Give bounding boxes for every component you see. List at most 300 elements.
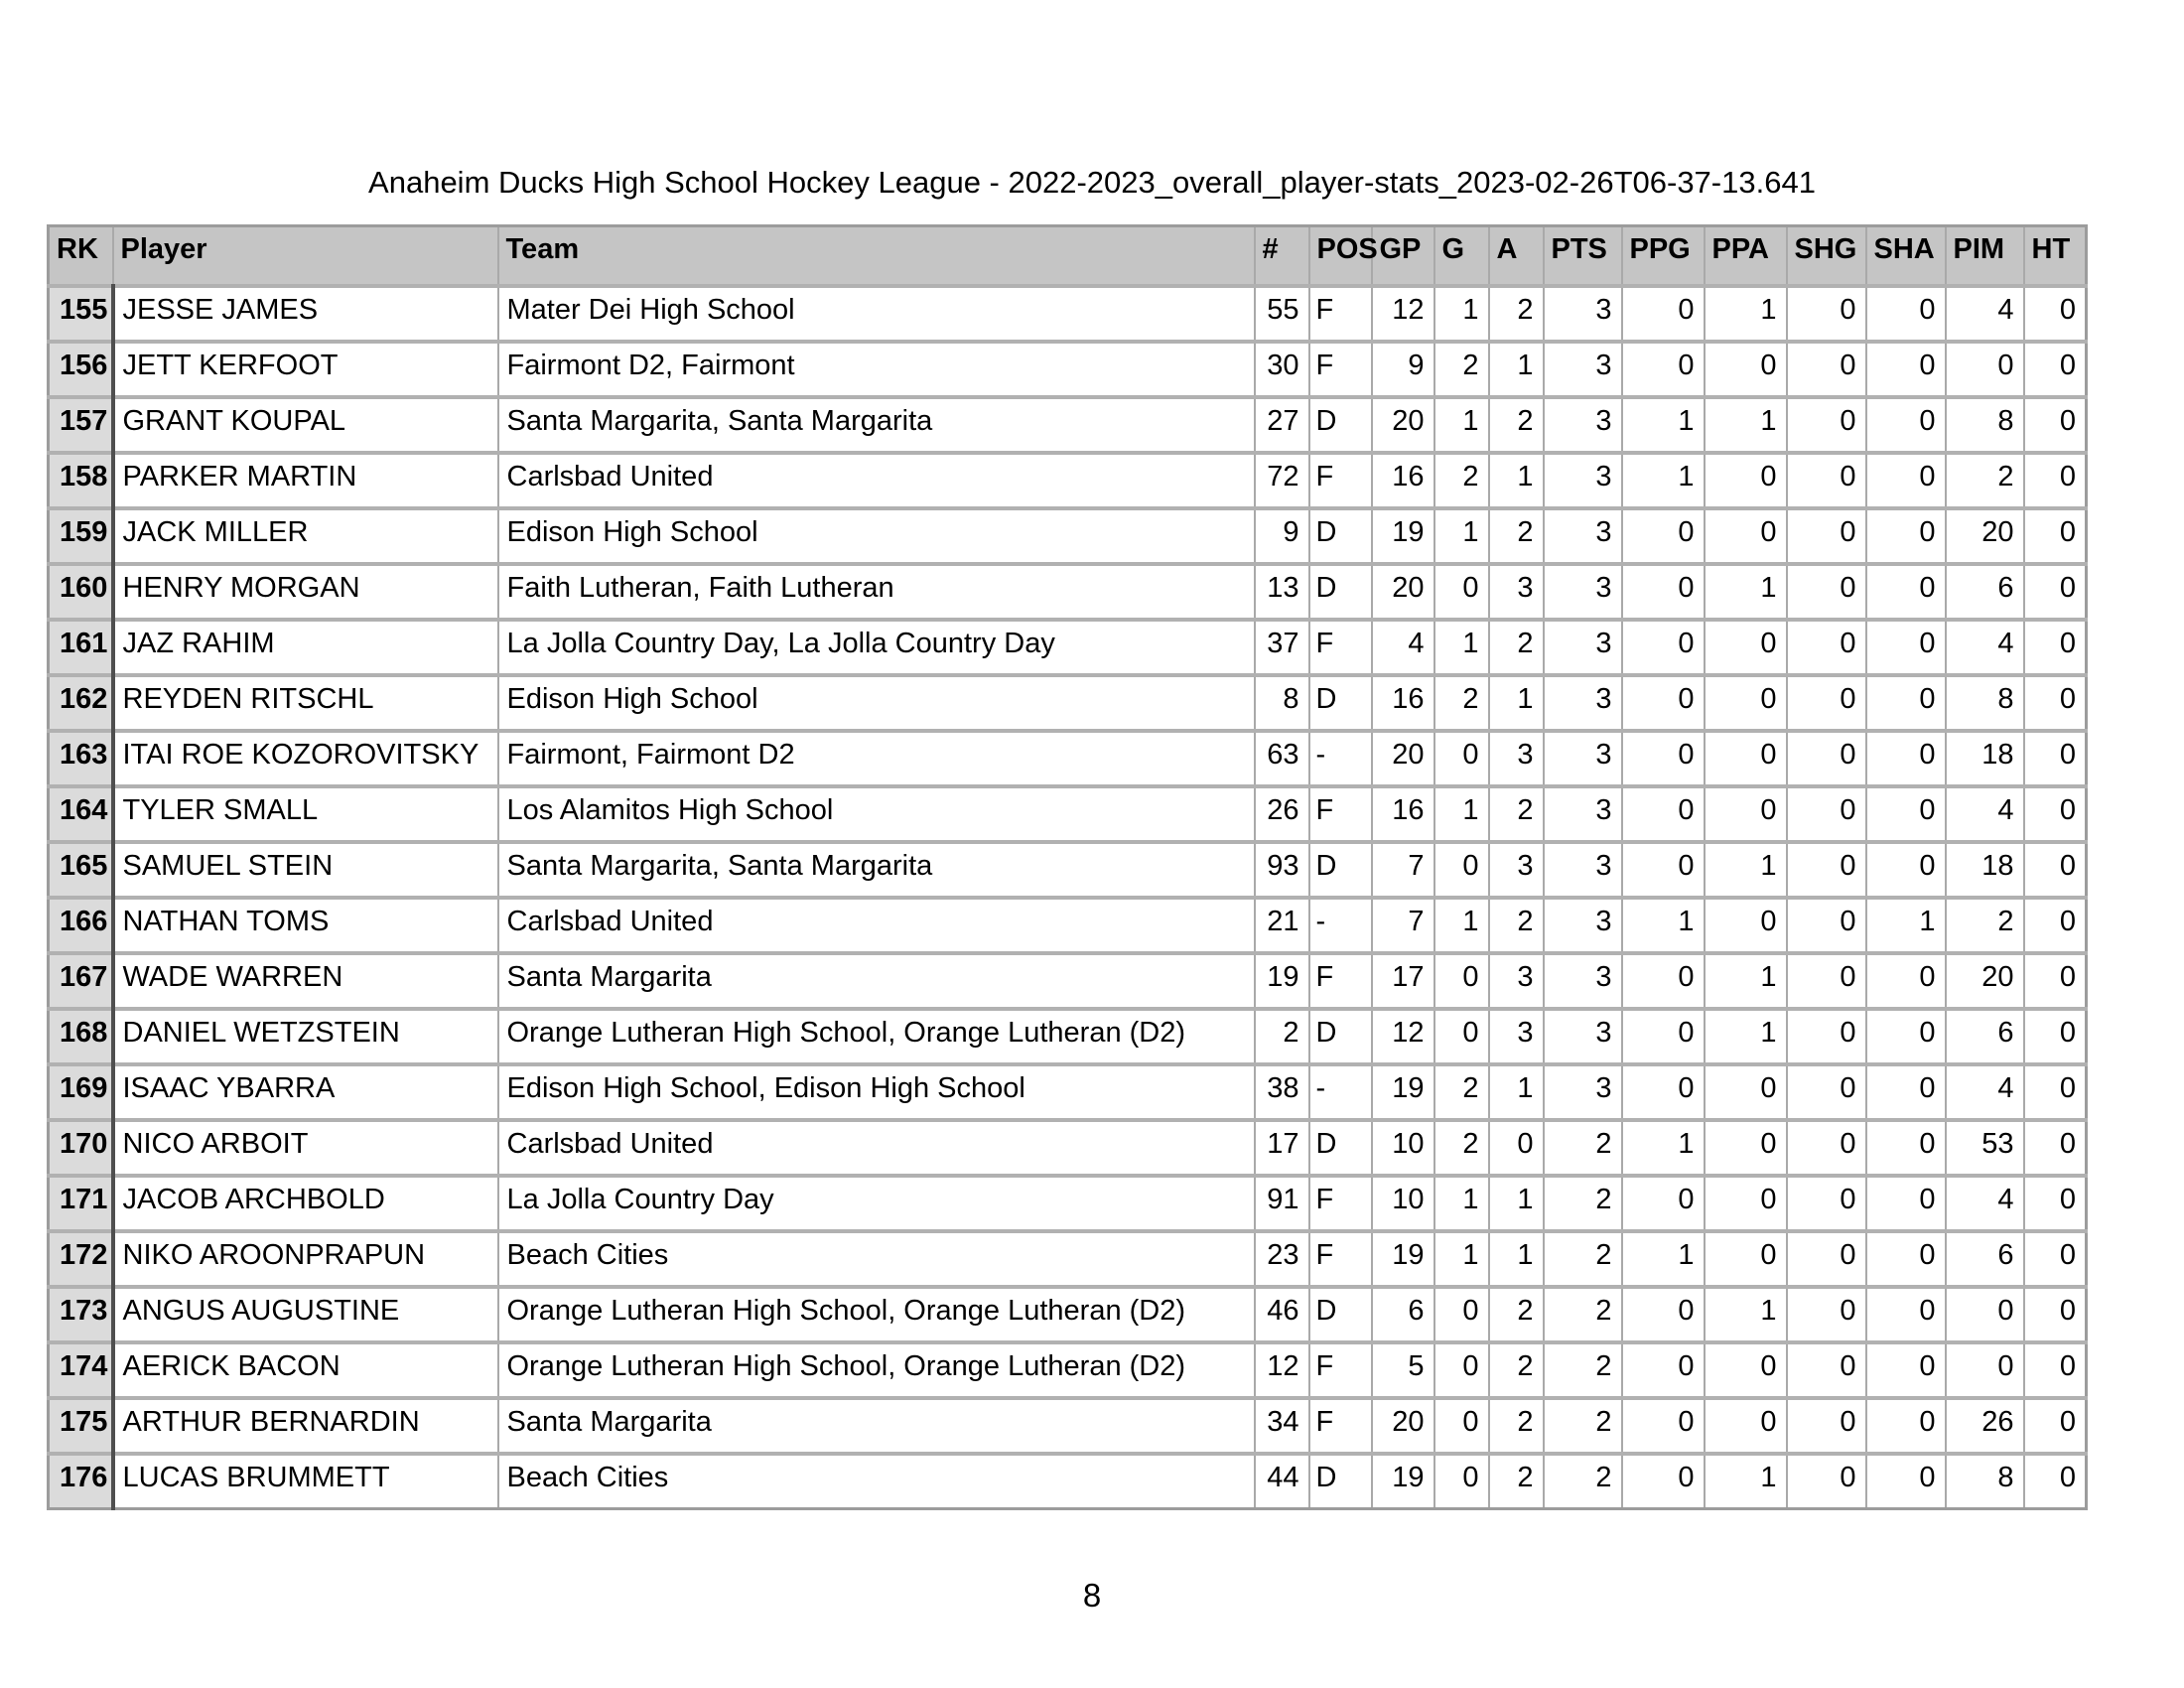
assists-cell: 1 [1489, 675, 1544, 731]
team-cell: Edison High School [498, 675, 1255, 731]
position-cell: D [1309, 1120, 1372, 1176]
jersey-number-cell: 23 [1255, 1231, 1309, 1287]
position-cell: - [1309, 898, 1372, 953]
table-row [49, 1064, 2087, 1120]
jersey-number-cell: 13 [1255, 564, 1309, 620]
rk-cell: 159 [49, 508, 113, 564]
table-row [49, 453, 2087, 508]
rk-cell: 155 [49, 286, 113, 342]
assists-cell: 2 [1489, 620, 1544, 675]
points-cell: 3 [1544, 508, 1622, 564]
table-row [49, 1398, 2087, 1454]
assists-cell: 1 [1489, 342, 1544, 397]
table-row [49, 1009, 2087, 1064]
shg-cell: 0 [1787, 675, 1866, 731]
points-cell: 2 [1544, 1287, 1622, 1342]
goals-cell: 2 [1434, 453, 1489, 508]
rk-cell: 164 [49, 786, 113, 842]
rk-cell: 168 [49, 1009, 113, 1064]
position-cell: D [1309, 1009, 1372, 1064]
assists-cell: 3 [1489, 1009, 1544, 1064]
position-cell: F [1309, 953, 1372, 1009]
header-row [49, 226, 2087, 286]
assists-cell: 2 [1489, 286, 1544, 342]
ht-cell: 0 [2024, 1176, 2087, 1231]
ht-cell: 0 [2024, 342, 2087, 397]
rk-cell: 165 [49, 842, 113, 898]
shg-cell: 0 [1787, 1287, 1866, 1342]
player-name-cell: WADE WARREN [113, 953, 498, 1009]
assists-cell: 2 [1489, 786, 1544, 842]
team-cell: Carlsbad United [498, 898, 1255, 953]
sha-cell: 0 [1866, 508, 1946, 564]
table-row [49, 1231, 2087, 1287]
assists-cell: 3 [1489, 953, 1544, 1009]
player-name-cell: REYDEN RITSCHL [113, 675, 498, 731]
sha-cell: 0 [1866, 786, 1946, 842]
goals-cell: 1 [1434, 508, 1489, 564]
player-name-cell: GRANT KOUPAL [113, 397, 498, 453]
assists-cell: 2 [1489, 1287, 1544, 1342]
position-cell: D [1309, 508, 1372, 564]
sha-cell: 0 [1866, 564, 1946, 620]
games-played-cell: 12 [1372, 286, 1434, 342]
jersey-number-cell: 34 [1255, 1398, 1309, 1454]
column-header-team: Team [498, 226, 1255, 286]
goals-cell: 1 [1434, 898, 1489, 953]
team-cell: Edison High School, Edison High School [498, 1064, 1255, 1120]
ht-cell: 0 [2024, 898, 2087, 953]
goals-cell: 0 [1434, 1454, 1489, 1509]
ppg-cell: 0 [1622, 675, 1705, 731]
shg-cell: 0 [1787, 898, 1866, 953]
column-header-ppa: PPA [1705, 226, 1787, 286]
rk-cell: 169 [49, 1064, 113, 1120]
pim-cell: 2 [1946, 453, 2024, 508]
ppg-cell: 0 [1622, 342, 1705, 397]
sha-cell: 0 [1866, 1064, 1946, 1120]
team-cell: Beach Cities [498, 1454, 1255, 1509]
ht-cell: 0 [2024, 1454, 2087, 1509]
table-row [49, 508, 2087, 564]
player-name-cell: TYLER SMALL [113, 786, 498, 842]
table-row [49, 898, 2087, 953]
ppa-cell: 0 [1705, 1120, 1787, 1176]
points-cell: 2 [1544, 1454, 1622, 1509]
goals-cell: 0 [1434, 953, 1489, 1009]
ht-cell: 0 [2024, 786, 2087, 842]
sha-cell: 0 [1866, 453, 1946, 508]
team-cell: Los Alamitos High School [498, 786, 1255, 842]
jersey-number-cell: 93 [1255, 842, 1309, 898]
player-name-cell: SAMUEL STEIN [113, 842, 498, 898]
ppg-cell: 0 [1622, 1398, 1705, 1454]
points-cell: 3 [1544, 620, 1622, 675]
column-header-sha: SHA [1866, 226, 1946, 286]
ht-cell: 0 [2024, 564, 2087, 620]
position-cell: F [1309, 342, 1372, 397]
ppa-cell: 1 [1705, 564, 1787, 620]
ppg-cell: 0 [1622, 786, 1705, 842]
jersey-number-cell: 30 [1255, 342, 1309, 397]
ppg-cell: 0 [1622, 1454, 1705, 1509]
ppa-cell: 1 [1705, 953, 1787, 1009]
sha-cell: 0 [1866, 1120, 1946, 1176]
games-played-cell: 19 [1372, 1231, 1434, 1287]
ht-cell: 0 [2024, 1287, 2087, 1342]
table-row [49, 286, 2087, 342]
ppa-cell: 0 [1705, 1342, 1787, 1398]
column-header-pim: PIM [1946, 226, 2024, 286]
team-cell: Santa Margarita [498, 953, 1255, 1009]
position-cell: D [1309, 1287, 1372, 1342]
team-cell: Santa Margarita, Santa Margarita [498, 842, 1255, 898]
shg-cell: 0 [1787, 1064, 1866, 1120]
pim-cell: 53 [1946, 1120, 2024, 1176]
shg-cell: 0 [1787, 564, 1866, 620]
page-number: 8 [1082, 1577, 1102, 1614]
ppg-cell: 1 [1622, 397, 1705, 453]
shg-cell: 0 [1787, 508, 1866, 564]
team-cell: Santa Margarita [498, 1398, 1255, 1454]
column-header-jersey-number: # [1255, 226, 1309, 286]
assists-cell: 2 [1489, 1454, 1544, 1509]
table-row [49, 342, 2087, 397]
ppa-cell: 0 [1705, 1231, 1787, 1287]
column-header-shg: SHG [1787, 226, 1866, 286]
goals-cell: 0 [1434, 1398, 1489, 1454]
team-cell: Carlsbad United [498, 453, 1255, 508]
pim-cell: 6 [1946, 1009, 2024, 1064]
rk-cell: 161 [49, 620, 113, 675]
position-cell: - [1309, 731, 1372, 786]
position-cell: F [1309, 1398, 1372, 1454]
points-cell: 3 [1544, 675, 1622, 731]
position-cell: D [1309, 675, 1372, 731]
column-header-a: A [1489, 226, 1544, 286]
sha-cell: 0 [1866, 1176, 1946, 1231]
pim-cell: 4 [1946, 286, 2024, 342]
ppa-cell: 1 [1705, 1009, 1787, 1064]
games-played-cell: 7 [1372, 842, 1434, 898]
points-cell: 2 [1544, 1231, 1622, 1287]
position-cell: F [1309, 1342, 1372, 1398]
player-name-cell: JACK MILLER [113, 508, 498, 564]
pim-cell: 6 [1946, 564, 2024, 620]
position-cell: F [1309, 1231, 1372, 1287]
player-name-cell: LUCAS BRUMMETT [113, 1454, 498, 1509]
games-played-cell: 10 [1372, 1176, 1434, 1231]
rk-cell: 166 [49, 898, 113, 953]
sha-cell: 0 [1866, 286, 1946, 342]
goals-cell: 1 [1434, 1176, 1489, 1231]
team-cell: La Jolla Country Day, La Jolla Country Day [498, 620, 1255, 675]
table-body [49, 286, 2087, 1509]
points-cell: 3 [1544, 898, 1622, 953]
position-cell: D [1309, 842, 1372, 898]
position-cell: D [1309, 564, 1372, 620]
shg-cell: 0 [1787, 342, 1866, 397]
pim-cell: 4 [1946, 1064, 2024, 1120]
position-cell: F [1309, 620, 1372, 675]
assists-cell: 2 [1489, 397, 1544, 453]
goals-cell: 0 [1434, 1342, 1489, 1398]
shg-cell: 0 [1787, 397, 1866, 453]
assists-cell: 3 [1489, 731, 1544, 786]
shg-cell: 0 [1787, 786, 1866, 842]
rk-cell: 156 [49, 342, 113, 397]
ppa-cell: 1 [1705, 1454, 1787, 1509]
assists-cell: 3 [1489, 842, 1544, 898]
jersey-number-cell: 26 [1255, 786, 1309, 842]
assists-cell: 1 [1489, 453, 1544, 508]
team-cell: Santa Margarita, Santa Margarita [498, 397, 1255, 453]
table-row [49, 675, 2087, 731]
games-played-cell: 5 [1372, 1342, 1434, 1398]
assists-cell: 2 [1489, 508, 1544, 564]
position-cell: F [1309, 453, 1372, 508]
team-cell: La Jolla Country Day [498, 1176, 1255, 1231]
position-cell: D [1309, 397, 1372, 453]
pim-cell: 4 [1946, 620, 2024, 675]
jersey-number-cell: 9 [1255, 508, 1309, 564]
column-header-player: Player [113, 226, 498, 286]
pim-cell: 4 [1946, 786, 2024, 842]
team-cell: Mater Dei High School [498, 286, 1255, 342]
sha-cell: 0 [1866, 842, 1946, 898]
games-played-cell: 9 [1372, 342, 1434, 397]
ppa-cell: 0 [1705, 1398, 1787, 1454]
games-played-cell: 6 [1372, 1287, 1434, 1342]
pim-cell: 6 [1946, 1231, 2024, 1287]
table-row [49, 620, 2087, 675]
column-header-gp: GP [1372, 226, 1434, 286]
sha-cell: 0 [1866, 1342, 1946, 1398]
ppg-cell: 0 [1622, 1176, 1705, 1231]
games-played-cell: 19 [1372, 508, 1434, 564]
shg-cell: 0 [1787, 1398, 1866, 1454]
ppg-cell: 0 [1622, 1009, 1705, 1064]
rk-cell: 175 [49, 1398, 113, 1454]
ppa-cell: 0 [1705, 620, 1787, 675]
ht-cell: 0 [2024, 286, 2087, 342]
jersey-number-cell: 63 [1255, 731, 1309, 786]
rk-cell: 167 [49, 953, 113, 1009]
sha-cell: 0 [1866, 1231, 1946, 1287]
pim-cell: 0 [1946, 342, 2024, 397]
points-cell: 2 [1544, 1398, 1622, 1454]
table-row [49, 786, 2087, 842]
jersey-number-cell: 72 [1255, 453, 1309, 508]
team-cell: Faith Lutheran, Faith Lutheran [498, 564, 1255, 620]
ht-cell: 0 [2024, 1398, 2087, 1454]
ppg-cell: 0 [1622, 564, 1705, 620]
jersey-number-cell: 21 [1255, 898, 1309, 953]
ppa-cell: 0 [1705, 731, 1787, 786]
assists-cell: 3 [1489, 564, 1544, 620]
player-name-cell: JETT KERFOOT [113, 342, 498, 397]
points-cell: 3 [1544, 342, 1622, 397]
jersey-number-cell: 8 [1255, 675, 1309, 731]
rk-cell: 158 [49, 453, 113, 508]
table-row [49, 1287, 2087, 1342]
sha-cell: 1 [1866, 898, 1946, 953]
ht-cell: 0 [2024, 1064, 2087, 1120]
games-played-cell: 20 [1372, 1398, 1434, 1454]
assists-cell: 2 [1489, 898, 1544, 953]
goals-cell: 1 [1434, 620, 1489, 675]
goals-cell: 0 [1434, 731, 1489, 786]
column-header-pos: POS [1309, 226, 1372, 286]
sha-cell: 0 [1866, 1287, 1946, 1342]
assists-cell: 1 [1489, 1176, 1544, 1231]
rk-cell: 163 [49, 731, 113, 786]
position-cell: F [1309, 1176, 1372, 1231]
points-cell: 3 [1544, 453, 1622, 508]
rk-cell: 171 [49, 1176, 113, 1231]
ppg-cell: 1 [1622, 1120, 1705, 1176]
pim-cell: 26 [1946, 1398, 2024, 1454]
pim-cell: 18 [1946, 731, 2024, 786]
player-name-cell: DANIEL WETZSTEIN [113, 1009, 498, 1064]
team-cell: Fairmont D2, Fairmont [498, 342, 1255, 397]
sha-cell: 0 [1866, 1398, 1946, 1454]
pim-cell: 8 [1946, 397, 2024, 453]
ht-cell: 0 [2024, 453, 2087, 508]
team-cell: Orange Lutheran High School, Orange Lutheran (D2) [498, 1009, 1255, 1064]
points-cell: 3 [1544, 286, 1622, 342]
ppa-cell: 0 [1705, 342, 1787, 397]
player-name-cell: ANGUS AUGUSTINE [113, 1287, 498, 1342]
games-played-cell: 20 [1372, 731, 1434, 786]
pim-cell: 0 [1946, 1342, 2024, 1398]
shg-cell: 0 [1787, 1009, 1866, 1064]
player-name-cell: JESSE JAMES [113, 286, 498, 342]
rk-cell: 157 [49, 397, 113, 453]
ppa-cell: 0 [1705, 898, 1787, 953]
ht-cell: 0 [2024, 842, 2087, 898]
ppa-cell: 1 [1705, 286, 1787, 342]
rk-cell: 160 [49, 564, 113, 620]
ppg-cell: 0 [1622, 1287, 1705, 1342]
shg-cell: 0 [1787, 731, 1866, 786]
pim-cell: 8 [1946, 1454, 2024, 1509]
column-header-g: G [1434, 226, 1489, 286]
jersey-number-cell: 44 [1255, 1454, 1309, 1509]
games-played-cell: 16 [1372, 675, 1434, 731]
ppa-cell: 0 [1705, 1176, 1787, 1231]
sha-cell: 0 [1866, 397, 1946, 453]
sha-cell: 0 [1866, 1454, 1946, 1509]
position-cell: F [1309, 786, 1372, 842]
rk-cell: 176 [49, 1454, 113, 1509]
player-stats-table-container [47, 224, 2088, 1510]
ppg-cell: 0 [1622, 842, 1705, 898]
ppa-cell: 1 [1705, 397, 1787, 453]
goals-cell: 0 [1434, 564, 1489, 620]
games-played-cell: 16 [1372, 786, 1434, 842]
assists-cell: 1 [1489, 1064, 1544, 1120]
goals-cell: 1 [1434, 286, 1489, 342]
column-header-ppg: PPG [1622, 226, 1705, 286]
jersey-number-cell: 19 [1255, 953, 1309, 1009]
points-cell: 3 [1544, 953, 1622, 1009]
table-row [49, 397, 2087, 453]
position-cell: - [1309, 1064, 1372, 1120]
ppa-cell: 1 [1705, 1287, 1787, 1342]
player-name-cell: JAZ RAHIM [113, 620, 498, 675]
goals-cell: 2 [1434, 342, 1489, 397]
player-name-cell: ARTHUR BERNARDIN [113, 1398, 498, 1454]
column-header-rk: RK [49, 226, 113, 286]
games-played-cell: 20 [1372, 564, 1434, 620]
table-row [49, 953, 2087, 1009]
jersey-number-cell: 12 [1255, 1342, 1309, 1398]
pim-cell: 4 [1946, 1176, 2024, 1231]
ppg-cell: 1 [1622, 898, 1705, 953]
games-played-cell: 20 [1372, 397, 1434, 453]
sha-cell: 0 [1866, 731, 1946, 786]
rk-cell: 173 [49, 1287, 113, 1342]
team-cell: Beach Cities [498, 1231, 1255, 1287]
ht-cell: 0 [2024, 1120, 2087, 1176]
player-name-cell: JACOB ARCHBOLD [113, 1176, 498, 1231]
goals-cell: 1 [1434, 786, 1489, 842]
goals-cell: 2 [1434, 1064, 1489, 1120]
column-header-ht: HT [2024, 226, 2087, 286]
player-name-cell: PARKER MARTIN [113, 453, 498, 508]
player-name-cell: ISAAC YBARRA [113, 1064, 498, 1120]
pim-cell: 8 [1946, 675, 2024, 731]
team-cell: Orange Lutheran High School, Orange Lutheran (D2) [498, 1342, 1255, 1398]
team-cell: Orange Lutheran High School, Orange Lutheran (D2) [498, 1287, 1255, 1342]
goals-cell: 1 [1434, 1231, 1489, 1287]
ppg-cell: 0 [1622, 953, 1705, 1009]
games-played-cell: 17 [1372, 953, 1434, 1009]
player-name-cell: ITAI ROE KOZOROVITSKY [113, 731, 498, 786]
games-played-cell: 4 [1372, 620, 1434, 675]
jersey-number-cell: 91 [1255, 1176, 1309, 1231]
points-cell: 3 [1544, 842, 1622, 898]
player-name-cell: AERICK BACON [113, 1342, 498, 1398]
goals-cell: 0 [1434, 1287, 1489, 1342]
points-cell: 3 [1544, 397, 1622, 453]
points-cell: 2 [1544, 1120, 1622, 1176]
jersey-number-cell: 46 [1255, 1287, 1309, 1342]
player-name-cell: NICO ARBOIT [113, 1120, 498, 1176]
jersey-number-cell: 27 [1255, 397, 1309, 453]
shg-cell: 0 [1787, 953, 1866, 1009]
goals-cell: 0 [1434, 842, 1489, 898]
points-cell: 3 [1544, 786, 1622, 842]
pim-cell: 18 [1946, 842, 2024, 898]
games-played-cell: 12 [1372, 1009, 1434, 1064]
player-name-cell: HENRY MORGAN [113, 564, 498, 620]
table-row [49, 1120, 2087, 1176]
sha-cell: 0 [1866, 953, 1946, 1009]
ppg-cell: 0 [1622, 508, 1705, 564]
shg-cell: 0 [1787, 286, 1866, 342]
pim-cell: 2 [1946, 898, 2024, 953]
jersey-number-cell: 55 [1255, 286, 1309, 342]
rk-cell: 170 [49, 1120, 113, 1176]
stats-table [47, 224, 2088, 1510]
points-cell: 2 [1544, 1176, 1622, 1231]
team-cell: Edison High School [498, 508, 1255, 564]
ht-cell: 0 [2024, 1231, 2087, 1287]
pim-cell: 20 [1946, 953, 2024, 1009]
jersey-number-cell: 37 [1255, 620, 1309, 675]
